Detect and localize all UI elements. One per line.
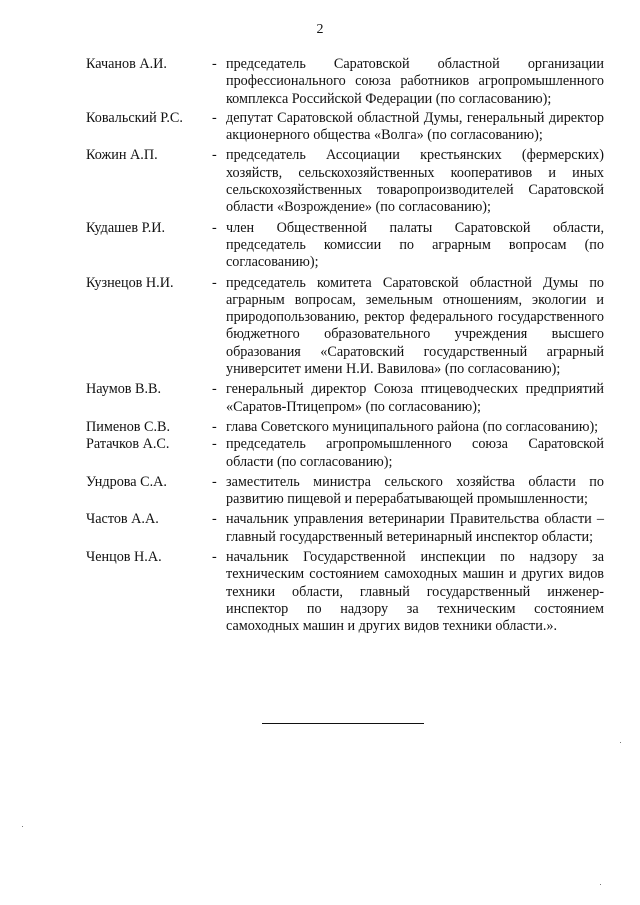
scan-speck <box>620 742 621 743</box>
member-name: Кожин А.П. <box>86 147 158 164</box>
member-row <box>86 436 606 471</box>
member-position: член Общественной палаты Саратовской области, председатель комиссии по аграрным вопросам (по согласованию); <box>226 219 604 271</box>
member-dash: - <box>212 109 217 126</box>
member-row <box>86 220 606 272</box>
member-name: Кудашев Р.И. <box>86 219 166 236</box>
closing-rule <box>262 723 424 724</box>
member-position: начальник управления ветеринарии Правительства области – главный государственный ветеринарный инспектор области; <box>226 511 604 545</box>
member-name: Ратачков А.С. <box>86 436 170 453</box>
member-dash: - <box>212 473 217 490</box>
member-row <box>86 419 606 436</box>
member-name: Ченцов Н.А. <box>86 549 162 566</box>
member-name: Наумов В.В. <box>86 381 162 398</box>
member-row <box>86 474 606 509</box>
member-position: генеральный директор Союза птицеводческих предприятий «Саратов-Птицепром» (по согласованию); <box>226 381 604 415</box>
member-position: заместитель министра сельского хозяйства области по развитию пищевой и перерабатывающей промышленности; <box>226 473 604 508</box>
member-position: председатель комитета Саратовской областной Думы по аграрным вопросам, земельным отношениям, экологии и природопользованию, ректор федерального государственного бюджетного образовательного учреждения высшего образования «Саратовский государственный аграрный университет имени Н.И. Вавилова» (по согласованию); <box>226 274 604 378</box>
member-row <box>86 110 606 145</box>
scan-speck <box>600 884 601 885</box>
member-row <box>86 147 606 216</box>
member-dash: - <box>212 549 217 566</box>
member-position: председатель Саратовской областной организации профессионального союза работников агропромышленного комплекса Российской Федерации (по согласованию); <box>226 56 604 107</box>
member-position: председатель агропромышленного союза Саратовской области (по согласованию); <box>226 436 604 470</box>
member-name: Ундрова С.А. <box>86 473 167 490</box>
member-dash: - <box>212 274 217 291</box>
member-name: Кузнецов Н.И. <box>86 274 174 291</box>
member-row <box>86 275 606 379</box>
member-position: председатель Ассоциации крестьянских (фермерских) хозяйств, сельскохозяйственных кооперативов и иных сельскохозяйственных товаропроизводителей Саратовской области «Возрождение» (по согласованию); <box>226 147 604 216</box>
member-dash: - <box>212 511 217 528</box>
member-dash: - <box>212 418 217 435</box>
scan-speck <box>22 826 23 827</box>
member-row <box>86 549 606 635</box>
member-position: начальник Государственной инспекции по надзору за техническим состоянием самоходных машин и других видов техники области, главный государственный инженер-инспектор по надзору за техническим состоянием самоходных машин и других видов техники области.». <box>226 549 604 635</box>
member-name: Пименов С.В. <box>86 418 171 435</box>
member-row <box>86 511 606 546</box>
member-dash: - <box>212 381 217 398</box>
member-dash: - <box>212 147 217 164</box>
member-row <box>86 381 606 416</box>
member-dash: - <box>212 219 217 236</box>
member-name: Качанов А.И. <box>86 56 167 72</box>
member-dash: - <box>212 56 217 72</box>
member-name: Частов А.А. <box>86 511 159 528</box>
member-position: глава Советского муниципального района (по согласованию); <box>226 418 599 435</box>
member-name: Ковальский Р.С. <box>86 109 183 126</box>
member-row <box>86 56 606 108</box>
member-position: депутат Саратовской областной Думы, генеральный директор акционерного общества «Волга» (по согласованию); <box>226 109 604 144</box>
member-dash: - <box>212 436 217 453</box>
member-list <box>86 56 606 636</box>
page-number: 2 <box>316 22 324 37</box>
